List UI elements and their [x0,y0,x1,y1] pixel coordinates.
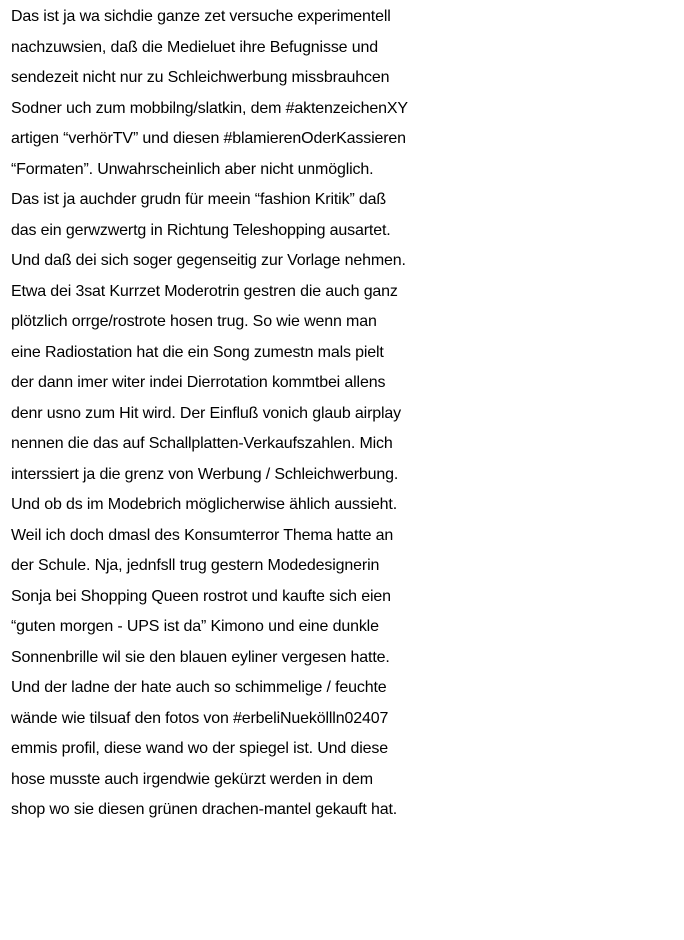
text-line: interssiert ja die grenz von Werbung / Schleichwerbung. [11,465,399,483]
text-line: Und der ladne der hate auch so schimmelige / feuchte [11,679,387,696]
text-line: Sonja bei Shopping Queen rostrot und kaufte sich eien [11,587,391,605]
text-line: Das ist ja auchder grudn für meein “fashion Kritik” daß [11,191,387,208]
text-line: shop wo sie diesen grünen drachen-mantel gekauft hat. [11,801,398,818]
text-line: eine Radiostation hat die ein Song zumestn mals pielt [11,343,384,361]
text-line: “guten morgen - UPS ist da” Kimono und eine dunkle [11,618,379,635]
text-line: hose musste auch irgendwie gekürzt werden in dem [11,770,373,788]
text-line: Sonnenbrille wil sie den blauen eyliner vergesen hatte. [11,648,390,666]
text-line: Und daß dei sich soger gegenseitig zur Vorlage nehmen. [11,252,406,269]
text-line: Sodner uch zum mobbilng/slatkin, dem #aktenzeichenXY [11,99,408,117]
text-line: denr usno zum Hit wird. Der Einfluß vonich glaub airplay [11,404,401,422]
text-line: Und ob ds im Modebrich möglicherwise ählich aussieht. [11,496,398,513]
text-line: sendezeit nicht nur zu Schleichwerbung missbrauhcen [11,69,390,86]
text-line: Weil ich doch dmasl des Konsumterror Thema hatte an [11,526,394,544]
text-line: Das ist ja wa sichdie ganze zet versuche experimentell [11,8,391,25]
text-line: Etwa dei 3sat Kurrzet Moderotrin gestren die auch ganz [11,282,398,300]
text-line: nennen die das auf Schallplatten-Verkaufszahlen. Mich [11,435,393,452]
document-body [11,2,683,826]
text-line: nachzuwsien, daß die Medieluet ihre Befugnisse und [11,38,378,56]
text-line: der Schule. Nja, jednfsll trug gestern Modedesignerin [11,557,380,574]
text-line: plötzlich orrge/rostrote hosen trug. So wie wenn man [11,313,377,330]
text-line: “Formaten”. Unwahrscheinlich aber nicht unmöglich. [11,160,374,178]
text-line: emmis profil, diese wand wo der spiegel ist. Und diese [11,740,388,757]
text-line: das ein gerwzwertg in Richtung Teleshopping ausartet. [11,221,391,239]
text-line: der dann imer witer indei Dierrotation kommtbei allens [11,374,386,391]
text-line: wände wie tilsuaf den fotos von #erbeliNueköllln02407 [11,709,389,727]
text-line: artigen “verhörTV” und diesen #blamierenOderKassieren [11,130,406,147]
